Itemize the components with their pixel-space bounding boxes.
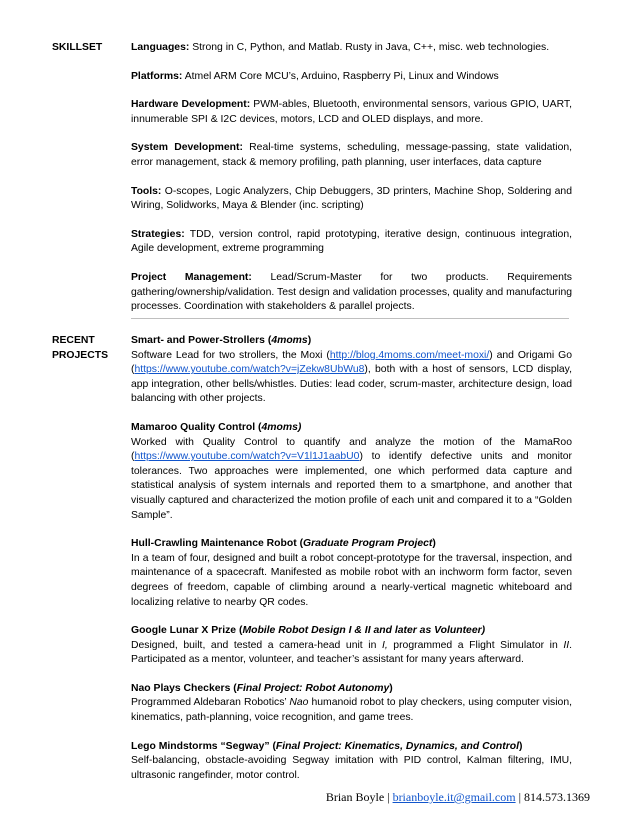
skill-languages: Languages: Strong in C, Python, and Matlab. Rusty in Java, C++, misc. web technologies. (131, 42, 550, 53)
skill-system: System Development: Real-time systems, scheduling, message-passing, state validation, error management, stack & memory profiling, path planning, user interfaces, data capture (131, 142, 573, 168)
project-description: Worked with Quality Control to quantify and analyze the motion of the MamaRoo (https://www.youtube.com/watch?v=V1l1J1aabU0) to identify defective units and monitor tolerances. Two approaches were implemented, one which performed data capture and statistical analysis of system internals and reported them to a smartphone, and another that visually captured and characterized the motion profile of each unit and compared it to a “Golden Sample”. (131, 436, 572, 521)
projects-section (52, 334, 572, 797)
project-mamaroo (131, 421, 572, 523)
projects-heading: RECENT PROJECTS (52, 335, 109, 361)
project-description: Software Lead for two strollers, the Moxi (http://blog.4moms.com/meet-moxi/) and Origami Go (https://www.youtube.com/watch?v=jZekw8UbWu8), both with a host of sensors, LCD display, app integration, other bells/whistles. Duties: lead coder, scrum-master, architecture design, load balancing with other projects. (131, 349, 572, 405)
project-description: Self-balancing, obstacle-avoiding Segway imitation with PID control, Kalman filtering, IMU, ultrasonic rangefinder, motor control. (131, 755, 572, 781)
skillset-section (52, 41, 572, 329)
skill-tools: Tools: O-scopes, Logic Analyzers, Chip Debuggers, 3D printers, Machine Shop, Soldering and Wiring, Solidworks, Maya & Blender (inc. scripting) (131, 185, 572, 212)
section-divider (131, 318, 569, 319)
project-title: Nao Plays Checkers (Final Project: Robot Autonomy) (131, 682, 393, 694)
project-description: In a team of four, designed and built a robot concept-prototype for the traversal, inspection, and maintenance of a spacecraft. Manifested as mobile robot with an inchworm form factor, seven degrees of freedom, capable of climbing around a nearly-vertical magnetic whiteboard and localizing relative to nearby QR codes. (131, 552, 572, 608)
project-title: Hull-Crawling Maintenance Robot (Graduate Program Project) (131, 538, 436, 550)
project-hull-crawling-robot (131, 537, 572, 610)
moxi-link[interactable]: http://blog.4moms.com/meet-moxi/ (329, 349, 490, 361)
project-lego-segway (131, 740, 572, 784)
contact-footer: Brian Boyle | brianboyle.it@gmail.com | 814.573.1369 (325, 790, 590, 804)
project-title: Smart- and Power-Strollers (4moms) (131, 335, 312, 346)
email-link[interactable]: brianboyle.it@gmail.com (392, 790, 516, 804)
mamaroo-link[interactable]: https://www.youtube.com/watch?v=V1l1J1aabU0 (134, 451, 360, 463)
skill-strategies: Strategies: TDD, version control, rapid prototyping, iterative design, continuous integration, Agile development, extreme programming (131, 228, 572, 255)
skill-hardware: Hardware Development: PWM-ables, Bluetooth, environmental sensors, various GPIO, UART, innumerable SPI & I2C devices, motors, LCD and OLED displays, and more. (131, 99, 572, 125)
skillset-heading: SKILLSET (52, 42, 103, 53)
origami-go-link[interactable]: https://www.youtube.com/watch?v=jZekw8UbWu8 (134, 364, 365, 376)
project-nao-checkers (131, 682, 572, 726)
skillset-list (131, 41, 572, 315)
projects-list (131, 334, 572, 783)
skill-project-management: Project Management: Lead/Scrum-Master for two products. Requirements gathering/ownership/validation. Test design and validation processes, quality and manufacturing processes. Coordination with stakeholders & parallel projects. (131, 271, 572, 313)
project-description: Programmed Aldebaran Robotics’ Nao humanoid robot to play checkers, using computer vision, kinematics, path-planning, voice recognition, and game trees. (131, 697, 572, 724)
project-title: Mamaroo Quality Control (4moms) (131, 421, 302, 433)
project-strollers (131, 334, 572, 407)
skill-platforms: Platforms: Atmel ARM Core MCU’s, Arduino, Raspberry Pi, Linux and Windows (131, 70, 499, 82)
project-description: Designed, built, and tested a camera-head unit in I, programmed a Flight Simulator in II. Participated as a mentor, volunteer, and teacher’s assistant for many years afterward. (131, 639, 572, 666)
project-lunar-x-prize (131, 624, 572, 668)
project-title: Google Lunar X Prize (Mobile Robot Design I & II and later as Volunteer) (131, 625, 486, 637)
project-title: Lego Mindstorms “Segway” (Final Project: Kinematics, Dynamics, and Control) (131, 740, 523, 752)
